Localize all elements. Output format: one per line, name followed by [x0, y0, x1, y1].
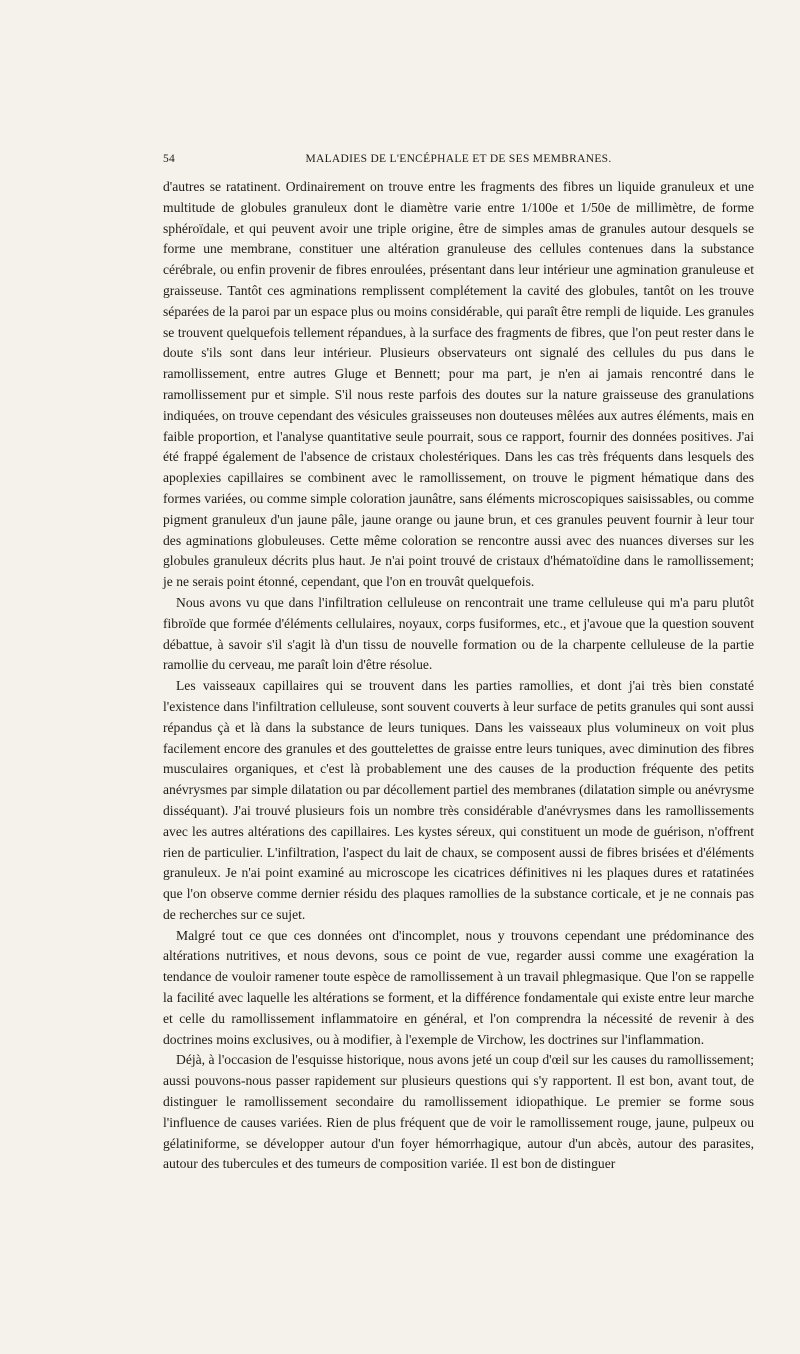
paragraph: Déjà, à l'occasion de l'esquisse historique, nous avons jeté un coup d'œil sur les causes du ramollissement; aussi pouvons-nous passer rapidement sur plusieurs questions qui s'y rapportent. Il est bon, avant tout, de distinguer le ramollissement secondaire du ramollissement idiopathique. Le premier se forme sous l'influence de causes variées. Rien de plus fréquent que de voir le ramollissement rouge, jaune, pulpeux ou gélatiniforme, se développer autour d'un foyer hémorrhagique, autour d'un abcès, autour des parasites, autour des tubercules et des tumeurs de composition variée. Il est bon de distinguer [163, 1052, 754, 1172]
paragraph: Malgré tout ce que ces données ont d'incomplet, nous y trouvons cependant une prédominance des altérations nutritives, et nous devons, sous ce point de vue, regarder aussi comme une exagération la tendance de vouloir ramener toute espèce de ramollissement à un travail phlegmasique. Que l'on se rappelle la facilité avec laquelle les altérations se forment, et la différence fondamentale qui existe entre leur marche et celle du ramollissement inflammatoire en général, et l'on comprendra la nécessité de revenir à des doctrines moins exclusives, ou à modifier, à l'exemple de Virchow, les doctrines sur l'inflammation. [163, 927, 754, 1047]
page-number: 54 [163, 153, 176, 165]
body-text [163, 177, 754, 1175]
paragraph: Nous avons vu que dans l'infiltration celluleuse on rencontrait une trame celluleuse qui m'a paru plutôt fibroïde que formée d'éléments cellulaires, noyaux, corps fusiformes, etc., et j'avoue que la question souvent débattue, à savoir s'il s'agit là d'un tissu de nouvelle formation ou de la charpente celluleuse de la partie ramollie du cerveau, me paraît loin d'être résolue. [163, 594, 754, 673]
paragraph: Les vaisseaux capillaires qui se trouvent dans les parties ramollies, et dont j'ai très bien constaté l'existence dans l'infiltration celluleuse, sont souvent couverts à leur surface de petits granules qui sont aussi répandus çà et là dans la substance de leurs tuniques. Dans les vaisseaux plus volumineux on voit plus facilement encore des granules et des gouttelettes de graisse entre leurs tuniques, avec diminution des fibres musculaires organiques, et c'est là probablement une des causes de la production fréquente des petits anévrysmes par simple dilatation ou par décollement partiel des membranes (dilatation simple ou anévrysme disséquant). J'ai trouvé plusieurs fois un nombre très considérable d'anévrysmes dans les ramollissements avec les autres altérations des capillaires. Les kystes séreux, qui constituent un mode de guérison, n'offrent rien de particulier. L'infiltration, l'aspect du lait de chaux, se composent aussi de fibres brisées et d'éléments granuleux. Je n'ai point examiné au microscope les cicatrices définitives ni les plaques dures et ratatinées que l'on observe comme dernier résidu des plaques ramollies de la substance corticale, et je ne connais pas de recherches sur ce sujet. [163, 678, 754, 922]
paragraph: d'autres se ratatinent. Ordinairement on trouve entre les fragments des fibres un liquide granuleux et une multitude de globules granuleux dont le diamètre varie entre 1/100e et 1/50e de millimètre, de forme sphéroïdale, et qui peuvent avoir une triple origine, être de simples amas de granules autour desquels se forme une membrane, constituer une altération granuleuse des cellules contenues dans la substance cérébrale, ou enfin provenir de fibres enroulées, présentant dans leur intérieur une agmination granuleuse et graisseuse. Tantôt ces agminations remplissent complétement la cavité des globules, tantôt on les trouve séparées de la paroi par un espace plus ou moins considérable, qui paraît être rempli de liquide. Les granules se trouvent quelquefois tellement répandues, à la surface des fragments de fibres, que l'on peut rester dans le doute s'ils sont dans leur intérieur. Plusieurs observateurs ont signalé des cellules du pus dans le ramollissement, entre autres Gluge et Bennett; pour ma part, je n'en ai jamais rencontré dans le ramollissement pur et simple. S'il nous reste parfois des doutes sur la nature graisseuse des granulations indiquées, on trouve cependant des vésicules graisseuses non douteuses mêlées aux autres éléments, mais en faible proportion, et l'analyse quantitative seule pourrait, sous ce rapport, fournir des données positives. J'ai été frappé également de l'absence de cristaux cholestériques. Dans les cas très fréquents dans lesquels des apoplexies capillaires se combinent avec le ramollissement, on trouve le pigment hématique dans des formes variées, ou comme simple coloration jaunâtre, sans éléments microscopiques saisissables, ou comme pigment granuleux d'un jaune pâle, jaune orange ou jaune brun, et ces granules peuvent fournir à leur tour des agminations globuleuses. Cette même coloration se rencontre aussi avec des nuances diverses sur les globules granuleux décrits plus haut. Je n'ai point trouvé de cristaux d'hématoïdine dans le ramollissement; je ne serais point étonné, cependant, que l'on en trouvât quelquefois. [163, 179, 754, 590]
running-title: MALADIES DE L'ENCÉPHALE ET DE SES MEMBRANES. [305, 153, 612, 165]
